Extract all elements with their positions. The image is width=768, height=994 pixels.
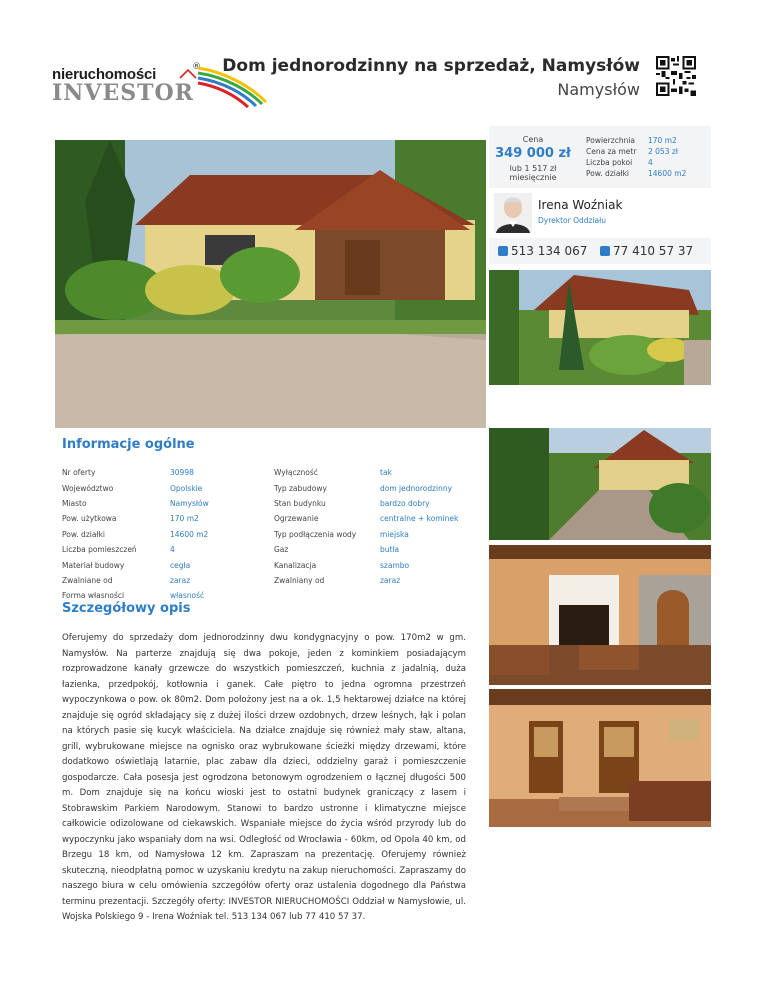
info-row [274, 496, 480, 511]
agent-role: Dyrektor Oddziału [538, 216, 607, 225]
phone-secondary-number: 77 410 57 37 [613, 244, 694, 258]
info-value: Opolskie [170, 483, 203, 493]
stat-label-rooms: Liczba pokoi [586, 158, 633, 167]
info-value: centralne + kominek [380, 514, 459, 524]
info-value: zaraz [380, 575, 401, 585]
side-photo-dining-room [489, 689, 711, 827]
agent-avatar [494, 193, 532, 233]
stats-values [648, 135, 686, 179]
info-row [274, 573, 480, 588]
info-table-left [62, 465, 270, 604]
phone-icon [600, 246, 610, 256]
info-key: Miasto [62, 498, 87, 508]
info-row [274, 542, 480, 557]
info-key: Typ zabudowy [274, 483, 327, 493]
info-key: Materiał budowy [62, 560, 125, 570]
info-row [274, 557, 480, 572]
info-key: Liczba pomieszczeń [62, 545, 137, 555]
info-key: Województwo [62, 483, 114, 493]
info-heading: Informacje ogólne [62, 437, 195, 452]
info-key: Kanalizacja [274, 560, 317, 570]
info-row [62, 465, 270, 480]
phone-icon [498, 246, 508, 256]
logo-text-top: nieruchomości [52, 66, 157, 83]
info-row [62, 527, 270, 542]
info-row [62, 573, 270, 588]
stat-value-rooms: 4 [648, 158, 653, 167]
stat-value-plot: 14600 m2 [648, 169, 687, 178]
info-key: Ogrzewanie [274, 514, 319, 524]
agent-name: Irena Woźniak [538, 198, 623, 212]
monthly-payment-period: miesięcznie [509, 173, 557, 182]
info-row [274, 480, 480, 495]
listing-title: Dom jednorodzinny na sprzedaż, Namysłów [222, 56, 640, 76]
logo-text-bottom: INVESTOR [52, 80, 194, 106]
info-row [62, 557, 270, 572]
qr-code-icon [656, 56, 696, 96]
info-value: miejska [380, 529, 409, 539]
stat-label-area: Powierzchnia [586, 136, 636, 145]
registered-mark: ® [192, 62, 201, 72]
stat-value-area: 170 m2 [648, 136, 677, 145]
monthly-payment [489, 164, 577, 182]
info-value: bardzo dobry [380, 498, 430, 508]
info-key: Pow. działki [62, 529, 105, 539]
info-row [274, 511, 480, 526]
stat-label-plot: Pow. działki [586, 169, 629, 178]
info-value: tak [380, 468, 392, 478]
info-value: 30998 [170, 468, 194, 478]
info-row [274, 465, 480, 480]
info-key: Gaz [274, 545, 289, 555]
stat-label-price-per-meter: Cena za metr [586, 147, 637, 156]
info-key: Wyłączność [274, 468, 318, 478]
info-table-right [274, 465, 480, 588]
info-value: Namysłów [170, 498, 209, 508]
info-key: Pow. użytkowa [62, 514, 117, 524]
info-value: zaraz [170, 575, 191, 585]
info-value: 14600 m2 [170, 529, 209, 539]
price-label: Cena [522, 135, 544, 144]
side-photo-living-room [489, 545, 711, 685]
monthly-payment-amount: lub 1 517 zł [509, 164, 557, 173]
info-value: 4 [170, 545, 175, 555]
phone-primary-number: 513 134 067 [511, 244, 588, 258]
info-key: Forma własności [62, 591, 125, 601]
info-row [62, 542, 270, 557]
side-photo-garden [489, 270, 711, 385]
phone-primary[interactable] [498, 244, 587, 258]
main-photo [55, 140, 486, 428]
stat-value-price-per-meter: 2 053 zł [648, 147, 678, 156]
info-key: Stan budynku [274, 498, 326, 508]
info-row [62, 496, 270, 511]
description-heading: Szczegółowy opis [62, 601, 191, 616]
info-value: szambo [380, 560, 410, 570]
stats-labels [586, 135, 636, 179]
side-photo-path [489, 428, 711, 540]
info-value: 170 m2 [170, 514, 199, 524]
info-key: Nr oferty [62, 468, 96, 478]
info-row [62, 511, 270, 526]
info-key: Zwalniany od [274, 575, 325, 585]
info-value: butla [380, 545, 400, 555]
description-text: Oferujemy do sprzedaży dom jednorodzinny dwu kondygnacyjny o pow. 170m2 w gm. Namysłów. Na parterze znajdują się dwa pokoje, jeden z kominkiem posiadającym rozprowadzone kanały grzewcze do wszystkich pomieszczeń, kuchnia z jadalnią, duża łazienka, przedpokój, kotłownia i ganek. Całe piętro to jedna ogromna przestrzeń wypoczynkowa o pow. ok 80m2. Dom położony jest na a ok. 1,5 hektarowej działce na której znajduje się ogród składający się z dużej ilości drzew ozdobnych, drzew leśnych, łąk i polan na których pasie się kucyk właściciela. Na działce znajduje się również mały staw, altana, grill, wybrukowane miejsce na ognisko oraz wybrukowane ścieżki między drzewami, które dodatkowo oświetlają latarnie, plac zabaw dla dzieci, oddzielny garaż i pomieszczenie gospodarcze. Cała posesja jest ogrodzona betonowym ogrodzeniem o łącznej długości 500 m. Dom znajduje się na końcu wioski jest to ostatni budynek graniczący z lasem i Stobrawskim Parkiem Narodowym. Stanowi to bardzo ustronne i klimatyczne miejsce całkowicie odizolowane od ciekawskich. Wspaniałe miejsce do życia wśród przyrody lub do wypoczynku jako wspaniały dom na wsi. Odległość od Wrocławia - 60km, od Opola 40 km, od Brzegu 18 km, od Namysłowa 12 km. Zapraszam na prezentację. Oferujemy również skuteczną, nieodpłatną pomoc w uzyskaniu kredytu na zakup nieruchomości. Zapraszamy do naszego biura w celu omówienia szczegółów oferty oraz ustalenia dogodnego dla Państwa terminu prezentacji. Szczegóły oferty: INVESTOR NIERUCHOMOŚCI Oddział w Namysłowie, ul. Wojska Polskiego 9 - Irena Woźniak tel. 513 134 067 lub 77 410 57 37. [62, 633, 466, 922]
info-key: Typ podłączenia wody [274, 529, 357, 539]
price-value: 349 000 zł [495, 146, 571, 161]
info-value: cegła [170, 560, 191, 570]
info-row [274, 527, 480, 542]
info-value: własność [170, 591, 205, 601]
phone-secondary[interactable] [600, 244, 693, 258]
info-row [62, 480, 270, 495]
listing-location: Namysłów [557, 80, 640, 99]
info-value: dom jednorodzinny [380, 483, 453, 493]
info-key: Zwalniane od [62, 575, 113, 585]
